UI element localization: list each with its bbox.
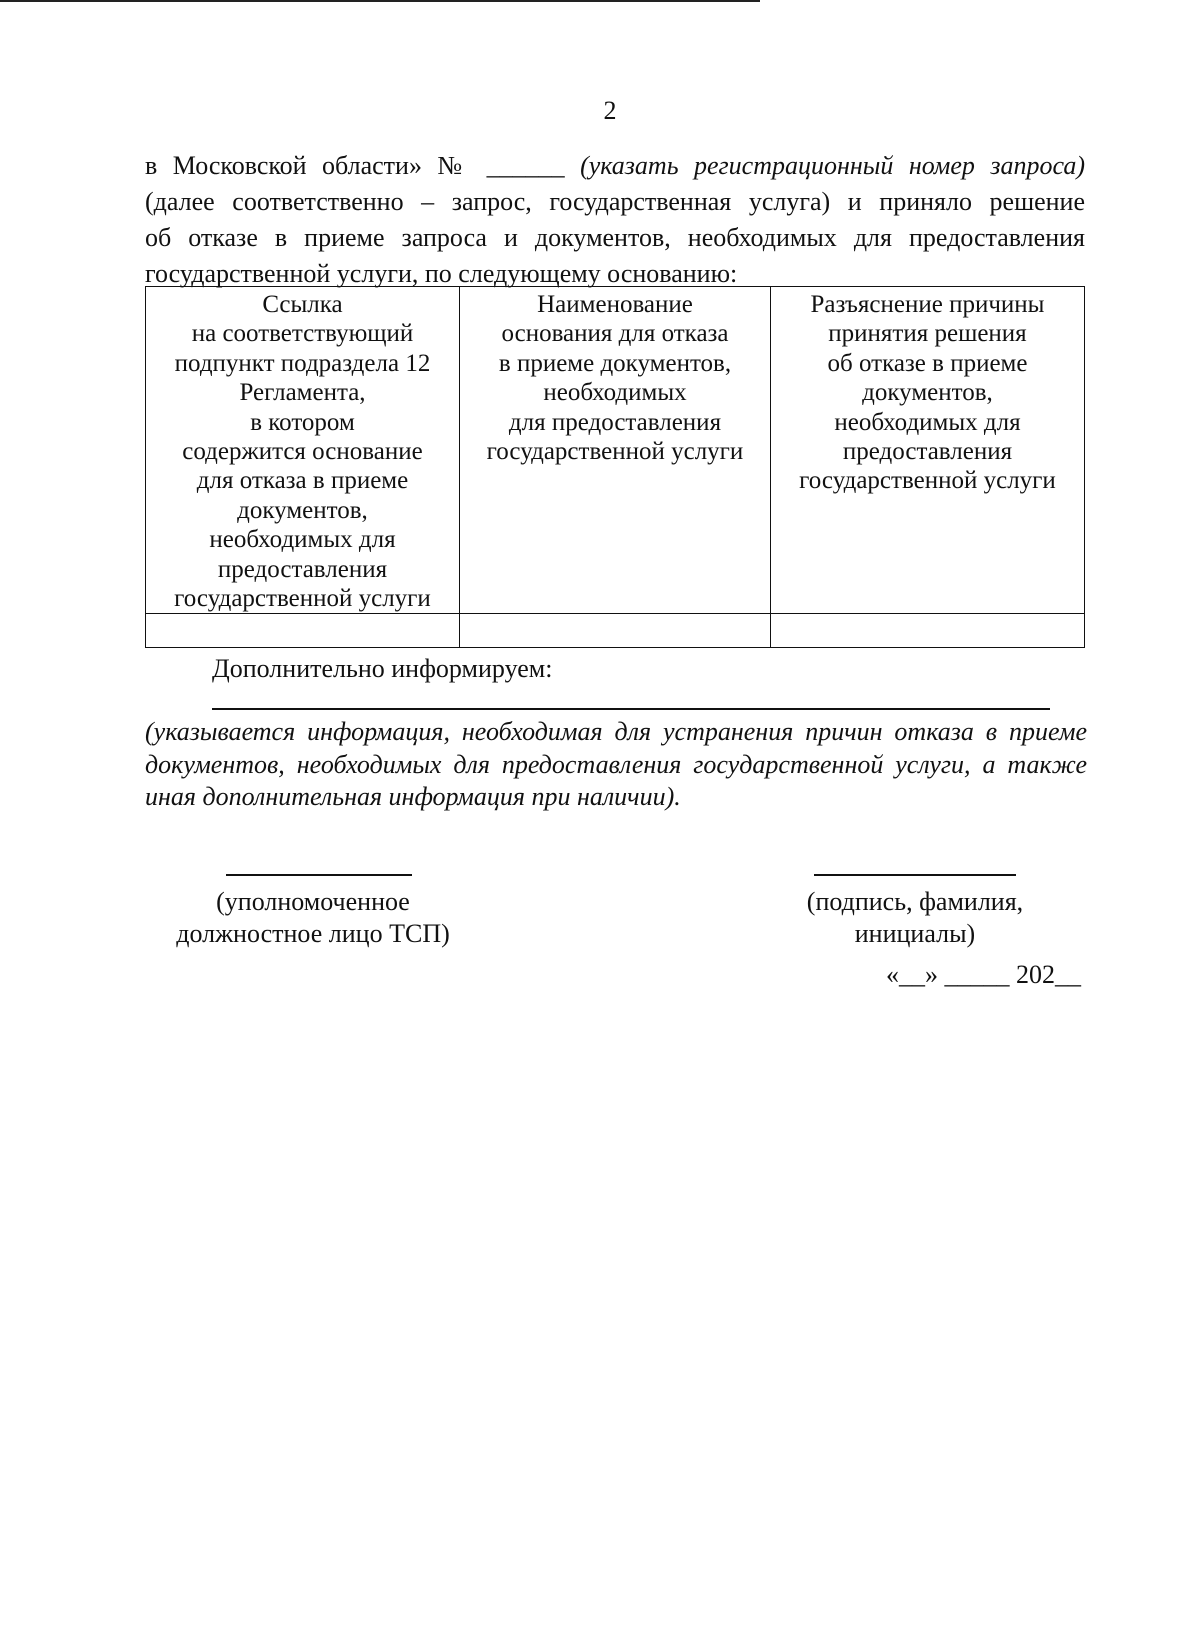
caption-line: (подпись, фамилия, <box>806 887 1024 916</box>
note-line: иная дополнительная информация при наличии). <box>145 782 681 811</box>
date-year-prefix: 202 <box>1016 960 1055 989</box>
header-line: необходимых <box>543 379 687 407</box>
date-day-blank: __ <box>899 960 925 989</box>
table-header-row <box>146 287 1085 614</box>
header-line: для предоставления <box>508 408 722 436</box>
intro-paragraph <box>145 148 1085 292</box>
header-line: документов, <box>862 379 993 407</box>
header-line: Наименование <box>537 291 693 318</box>
date-open-quote: « <box>886 960 899 989</box>
official-caption <box>152 886 474 950</box>
intro-line-3: об отказе в приеме запроса и документов, необходимых для предоставления <box>145 223 1085 252</box>
header-line: Разъяснение причины <box>810 291 1045 318</box>
empty-cell <box>771 614 1085 648</box>
refusal-reasons-table <box>145 286 1085 648</box>
header-line: Ссылка <box>262 291 343 318</box>
header-line: предоставления <box>217 555 388 583</box>
caption-line: инициалы) <box>854 919 976 948</box>
note-line: (указывается информация, необходимая для устранения причин отказа в приеме <box>145 717 1087 746</box>
header-cell-explanation <box>771 287 1085 614</box>
header-line: Регламента, <box>239 379 366 407</box>
header-line: в приеме документов, <box>498 349 732 377</box>
header-line: в котором <box>250 408 355 436</box>
header-line: об отказе в приеме <box>827 349 1028 377</box>
note-line: документов, необходимых для предоставления государственной услуги, а также <box>145 749 1087 779</box>
header-line: государственной услуги <box>799 467 1056 495</box>
empty-cell <box>146 614 460 648</box>
date-year-blank: __ <box>1055 960 1081 989</box>
header-line: основания для отказа <box>501 320 729 348</box>
header-line: принятия решения <box>828 320 1027 348</box>
additional-info-label: Дополнительно информируем: <box>212 654 553 683</box>
header-line: содержится основание <box>182 438 423 466</box>
top-scan-border <box>0 0 760 2</box>
additional-info-note <box>145 716 1087 814</box>
signature-caption <box>787 886 1043 950</box>
date-close-quote: » <box>925 960 938 989</box>
additional-info-fill-line <box>212 708 1050 710</box>
intro-line-4: государственной услуги, по следующему основанию: <box>145 259 738 288</box>
header-line: необходимых для <box>209 526 396 554</box>
header-cell-reference <box>146 287 460 614</box>
header-line: необходимых для <box>834 408 1021 436</box>
caption-line: должностное лицо ТСП) <box>176 919 450 948</box>
header-cell-reason-name <box>460 287 771 614</box>
header-line: документов, <box>237 496 368 524</box>
header-line: подпункт подраздела 12 <box>174 349 431 377</box>
intro-line-1 <box>145 148 1085 184</box>
header-line: государственной услуги <box>174 585 431 613</box>
intro-line-1-start: в Московской области» № ______ <box>145 151 581 180</box>
table-row <box>146 614 1085 648</box>
caption-line: (уполномоченное <box>216 887 410 916</box>
official-signature-line <box>226 874 412 876</box>
signature-name-line <box>814 874 1016 876</box>
header-line: предоставления <box>842 438 1013 466</box>
header-line: для отказа в приеме <box>196 467 409 495</box>
date-line <box>886 960 1081 990</box>
empty-cell <box>460 614 771 648</box>
date-month-blank: _____ <box>944 960 1010 989</box>
header-line: на соответствующий <box>191 320 414 348</box>
page-number: 2 <box>603 96 617 125</box>
intro-line-2: (далее соответственно – запрос, государственная услуга) и приняло решение <box>145 187 1085 216</box>
header-line: государственной услуги <box>486 438 744 466</box>
request-number-hint: (указать регистрационный номер запроса) <box>580 151 1085 180</box>
